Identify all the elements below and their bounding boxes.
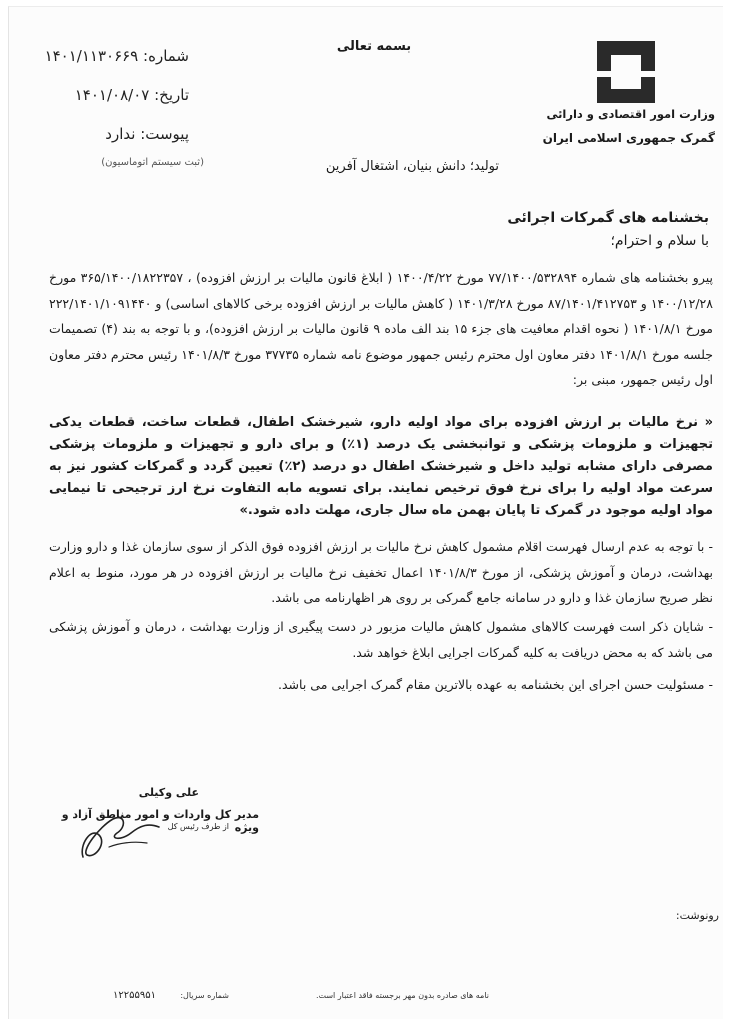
automation-note: (ثبت سیستم اتوماسیون): [101, 157, 204, 168]
letter-number-label: شماره:: [143, 47, 189, 65]
attachment-value: ندارد: [105, 125, 136, 143]
attachment-label: پیوست:: [140, 125, 189, 143]
basmala: بسمه تعالی: [336, 39, 412, 54]
serial-number-label: شماره سریال:: [180, 991, 229, 1000]
year-slogan: تولید؛ دانش بنیان، اشتغال آفرین: [325, 159, 499, 174]
ministry-name: وزارت امور اقتصادی و دارائی: [546, 107, 715, 121]
customs-name: گمرک جمهوری اسلامی ایران: [542, 131, 715, 145]
letter-date-value: ۱۴۰۱/۰۸/۰۷: [74, 86, 150, 104]
body-paragraph-responsibility: - مسئولیت حسن اجرای این بخشنامه به عهده بالاترین مقام گمرک اجرایی می باشد.: [278, 677, 713, 692]
letter-number: [19, 47, 189, 65]
handwritten-signature: [69, 797, 179, 867]
signatory-note: از طرف رئیس کل: [167, 822, 229, 831]
footer-validity-note: نامه های صادره بدون مهر برجسته فاقد اعتبار است.: [315, 991, 489, 1000]
signatory-title: مدیر کل واردات و امور مناطق آزاد و ویژه: [61, 808, 259, 834]
serial-number-value: ۱۲۲۵۵۹۵۱: [113, 990, 156, 1001]
letter-date: [19, 86, 189, 104]
greeting: با سلام و احترام؛: [610, 233, 709, 249]
letter-attachment: [19, 125, 189, 143]
letter-number-value: ۱۴۰۱/۱۱۳۰۶۶۹: [44, 47, 139, 65]
addressee-title: بخشنامه های گمرکات اجرائی: [507, 210, 709, 226]
copy-to-label: رونوشت:: [675, 909, 719, 922]
body-paragraph-procedure: - با توجه به عدم ارسال فهرست اقلام مشمول کاهش نرخ مالیات بر ارزش افزوده فوق الذکر از سوی سازمان غذا و دارو وزارت بهداشت، درمان و آموزش پزشکی، از مورخ ۱۴۰۱/۸/۳ اعمال تخفیف نرخ مالیات بر ارزش افزوده در هر مورد، منوط به اعلام نظر صریح سازمان غذا و دارو در سامانه جامع گمرکی بر روی هر اظهارنامه می باشد.: [49, 539, 713, 605]
signatory-name: علی وکیلی: [138, 786, 199, 799]
body-paragraph-list-followup: - شایان ذکر است فهرست کالاهای مشمول کاهش مالیات مزبور در دست پیگیری از وزارت بهداشت ، درمان و آموزش پزشکی می باشد که به محض دریافت به کلیه گمرکات اجرایی ابلاغ خواهد شد.: [49, 619, 713, 660]
body-paragraph-references: پیرو بخشنامه های شماره ۷۷/۱۴۰۰/۵۳۲۸۹۴ مورخ ۱۴۰۰/۴/۲۲ ( ابلاغ قانون مالیات بر ارزش افزوده) ، ۳۶۵/۱۴۰۰/۱۸۲۲۳۵۷ مورخ ۱۴۰۰/۱۲/۲۸ و ۸۷/۱۴۰۱/۴۱۲۷۵۳ مورخ ۱۴۰۱/۳/۲۸ ( کاهش مالیات بر ارزش افزوده برخی کالاهای اساسی) و ۲۲۲/۱۴۰۱/۱۰۹۱۴۴۰ مورخ ۱۴۰۱/۸/۱ ( نحوه اقدام معافیت های جزء ۱۵ بند الف ماده ۹ قانون مالیات بر ارزش افزوده)، و با توجه به بند (۴) تصمیمات جلسه مورخ ۱۴۰۱/۸/۱ دفتر معاون اول محترم رئیس جمهور موضوع نامه شماره ۳۷۷۳۵ مورخ ۱۴۰۱/۸/۳ رئیس محترم دفتر معاون اول رئیس جمهور، مبنی بر:: [49, 270, 714, 387]
letter-date-label: تاریخ:: [154, 86, 189, 104]
customs-logo-icon: [589, 37, 663, 107]
body-quote-decision: « نرخ مالیات بر ارزش افزوده برای مواد اولیه دارو، شیرخشک اطفال، قطعات ساخت، قطعات یدکی تجهیزات و ملزومات پزشکی و توانبخشی یک درصد (۱٪) و برای دارو و تجهیزات و ملزومات پزشکی مصرفی دارای مشابه تولید داخل و شیرخشک اطفال دو درصد (۲٪) تعیین گردد و گمرکات کشور نیز به سرعت مواد اولیه را برای نرخ فوق ترخیص نمایند. برای تسویه مابه التفاوت نرخ ارز ترجیحی تا نیمایی مواد اولیه موجود در گمرک تا پایان بهمن ماه سال جاری، مهلت داده شود.»: [49, 415, 713, 518]
letter-page: [8, 6, 723, 1019]
